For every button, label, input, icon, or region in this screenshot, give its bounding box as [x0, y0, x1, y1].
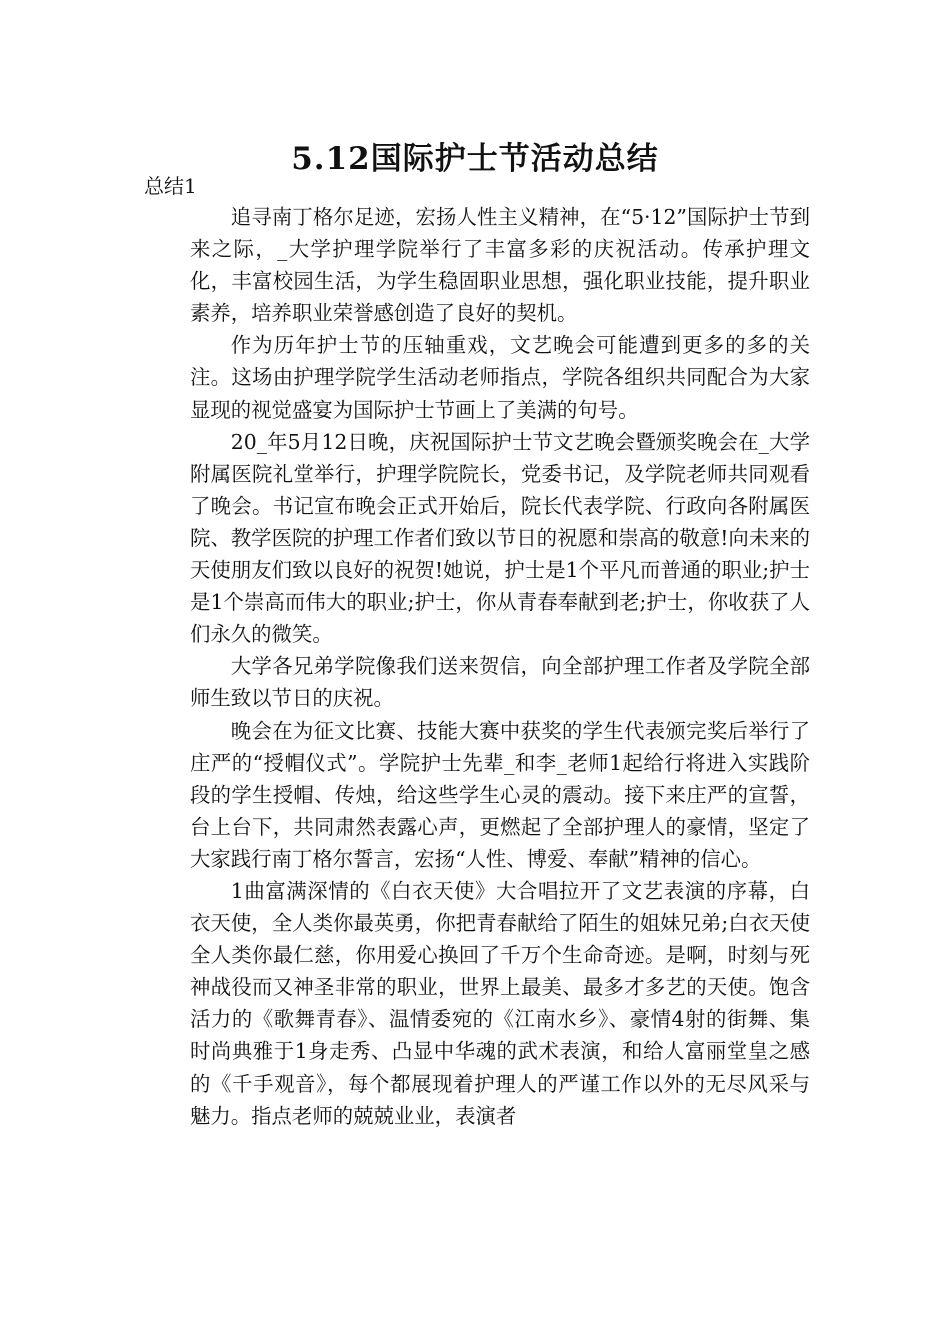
paragraph: 大学各兄弟学院像我们送来贺信，向全部护理工作者及学院全部师生致以节日的庆祝。	[190, 654, 810, 711]
paragraph: 追寻南丁格尔足迹，宏扬人性主义精神，在“5·12”国际护士节到来之际，_大学护理学院举行了丰富多彩的庆祝活动。传承护理文化，丰富校园生活，为学生稳固职业思想，强化职业技能，提升职业素养，培养职业荣誉感创造了良好的契机。	[190, 205, 810, 326]
document-body	[190, 201, 810, 1132]
paragraph: 20_年5月12日晚，庆祝国际护士节文艺晚会暨颁奖晚会在_大学附属医院礼堂举行，护理学院院长，党委书记，及学院老师共同观看了晚会。书记宣布晚会正式开始后，院长代表学院、行政向各附属医院、教学医院的护理工作者们致以节日的祝愿和崇高的敬意!向未来的天使朋友们致以良好的祝贺!她说，护士是1个平凡而普通的职业;护士是1个崇高而伟大的职业;护士，你从青春奉献到老;护士，你收获了人们永久的微笑。	[190, 429, 810, 647]
paragraph: 作为历年护士节的压轴重戏，文艺晚会可能遭到更多的多的关注。这场由护理学院学生活动老师指点，学院各组织共同配合为大家显现的视觉盛宴为国际护士节画上了美满的句号。	[190, 333, 810, 422]
paragraph: 晚会在为征文比赛、技能大赛中获奖的学生代表颁完奖后举行了庄严的“授帽仪式”。学院护士先辈_和李_老师1起给行将进入实践阶段的学生授帽、传烛，给这些学生心灵的震动。接下来庄严的宣誓，台上台下，共同肃然表露心声，更燃起了全部护理人的豪情，坚定了大家践行南丁格尔誓言，宏扬“人性、博爱、奉献”精神的信心。	[190, 718, 810, 871]
section-label: 总结1	[144, 174, 197, 198]
paragraph: 1曲富满深情的《白衣天使》大合唱拉开了文艺表演的序幕，白衣天使，全人类你最英勇，你把青春献给了陌生的姐妹兄弟;白衣天使全人类你最仁慈，你用爱心换回了千万个生命奇迹。是啊，时刻与死神战役而又神圣非常的职业，世界上最美、最多才多艺的天使。饱含活力的《歌舞青春》、温情委宛的《江南水乡》、豪情4射的街舞、集时尚典雅于1身走秀、凸显中华魂的武术表演，和给人富丽堂皇之感的《千手观音》，每个都展现着护理人的严谨工作以外的无尽风采与魅力。指点老师的兢兢业业，表演者	[190, 878, 810, 1128]
document-title: 5.12国际护士节活动总结	[291, 140, 659, 177]
